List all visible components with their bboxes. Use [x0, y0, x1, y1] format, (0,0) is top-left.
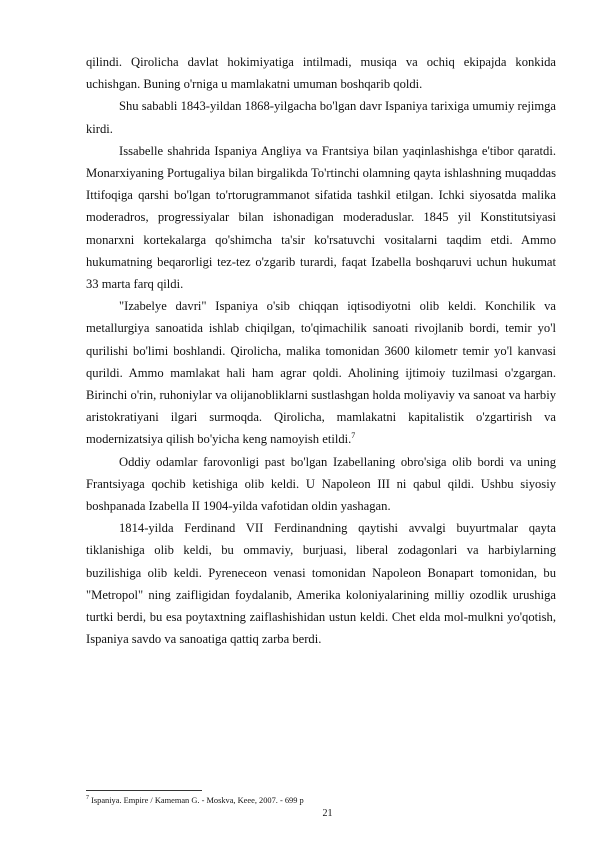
footnote-divider	[86, 790, 202, 791]
paragraph-1: qilindi. Qirolicha davlat hokimiyatiga intilmadi, musiqa va ochiq ekipajda konkida uchishgan. Buning o'rniga u mamlakatni umuman boshqarib qoldi.	[86, 55, 556, 92]
paragraph-4-text: "Izabelye davri" Ispaniya o'sib chiqqan iqtisodiyotni olib keldi. Konchilik va metallurgiya sanoatida ishlab chiqilgan, to'qimachilik sanoati rivojlanib bordi, temir yo'l qurilishi bo'limi boshlandi. Qirolicha, malika tomonidan 3600 kilometr temir yo'l kanvasi qurildi. Ammo mamlakat hali ham agrar qoldi. Aholining ijtimoiy tuzilmasi o'zgargan. Birinchi o'rin, ruhoniylar va olijanobliklarni sustlashgan holda moliyaviy va sanoat va harbiy aristokratiyani ilgari surmoqda. Qirolicha, mamlakatni kapitalistik o'zgartirish va modernizatsiya qilish bo'yicha keng namoyish etildi.	[86, 299, 556, 447]
page-number: 21	[322, 808, 333, 819]
footnote-number: 7	[86, 795, 89, 802]
footnote-text: Ispaniya. Empire / Kameman G. - Moskva, Keee, 2007. - 699 p	[91, 796, 304, 805]
paragraph-5: Oddiy odamlar farovonligi past bo'lgan Izabellaning obro'siga olib bordi va uning Frantsiyaga qochib ketishiga olib keldi. U Napoleon III ni qabul qildi. Ushbu siyosiy boshpanada Izabella II 1904-yilda vafotidan oldin yashagan.	[86, 454, 556, 514]
paragraph-6: 1814-yilda Ferdinand VII Ferdinandning qaytishi avvalgi buyurtmalar qayta tiklanishiga olib keldi, bu ommaviy, burjuasi, liberal zodagonlari va harbiylarning buzilishiga olib keldi. Pyreneceon venasi tomonidan Napoleon Bonapart tomonidan, bu "Metropol" ning zaifligidan foydalanib, Amerika koloniyalarining milliy ozodlik urushiga turtki berdi, bu esa poytaxtning zaiflashishidan ustun keldi. Chet elda mol-mulkni yo'qotish, Ispaniya savdo va sanoatiga qattiq zarba berdi.	[86, 521, 556, 647]
footnote	[86, 795, 556, 806]
body-text	[86, 51, 556, 650]
paragraph-2: Shu sababli 1843-yildan 1868-yilgacha bo'lgan davr Ispaniya tarixiga umumiy rejimga kirdi.	[86, 99, 556, 136]
footnote-reference[interactable]: 7	[351, 431, 356, 441]
paragraph-4	[86, 295, 556, 450]
paragraph-3: Issabelle shahrida Ispaniya Angliya va Frantsiya bilan yaqinlashishga e'tibor qaratdi. Monarxiyaning Portugaliya bilan birgalikda To'rtinchi olamning qayta ishlashning muqaddas Ittifoqiga qarshi bo'lgan to'rtorugrammanot sifatida tashkil etilgan. Ichki siyosatda malika moderadros, progressiyalar bilan ishonadigan moderaduslar. 1845 yil Konstitutsiyasi monarxni kortekalarga qo'shimcha ta'sir ko'rsatuvchi vositalarni taqdim etdi. Ammo hukumatning beqarorligi tez-tez o'zgarib turardi, faqat Izabella boshqaruvi uchun hukumat 33 marta farq qildi.	[86, 143, 556, 292]
